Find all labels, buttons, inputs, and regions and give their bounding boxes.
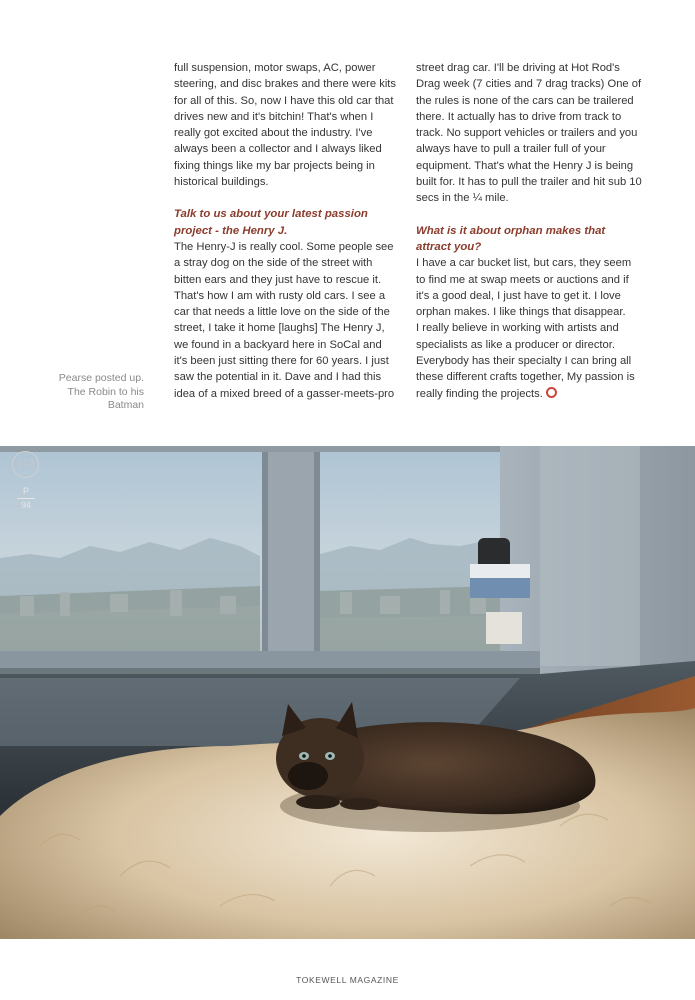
page-number (17, 486, 35, 511)
magazine-footer: TOKEWELL MAGAZINE (296, 975, 399, 985)
page-number-label: P (17, 486, 35, 499)
caption-line: Pearse posted up. (58, 372, 144, 384)
body-text: I really believe in working with artists and specialists as like a producer or director. Everybody has their specialty I can bring all these different crafts together, My passion is really finding the projects. (416, 322, 635, 400)
caption-line: The Robin to his (67, 385, 144, 398)
body-paragraph-final (416, 320, 642, 401)
interview-question: What is it about orphan makes that attract you? (416, 224, 606, 253)
page-number-value: 94 (20, 500, 31, 510)
caption-line: Batman (107, 399, 144, 411)
article-column-right (416, 60, 642, 402)
issue-number-badge: 013 (12, 451, 39, 478)
photo-caption (40, 372, 144, 413)
interview-question: Talk to us about your latest passion project - the Henry J. (174, 208, 368, 237)
body-paragraph: full suspension, motor swaps, AC, power steering, and disc brakes and there were kits for all of this. So, now I have this old car that drives new and it's bitchin! That's when I really got excited about the industry. I've always been a collector and I always liked fixing things like my bar projects being in historical buildings. (174, 62, 397, 189)
body-paragraph: The Henry-J is really cool. Some people see a stray dog on the side of the street with bitten ears and they just have to rescue it. That's how I am with rusty old cars. I see a car that needs a little love on the side of the street, I take it home [laughs] The Henry J, we found in a backyard here in SoCal and it's been just sitting there for 60 years. I just saw the potential in it. Dave and I had this idea of a mixed breed of a gasser-meets-pro (174, 240, 395, 400)
circle-end-mark-icon (546, 387, 557, 398)
body-paragraph: I have a car bucket list, but cars, they seem to find me at swap meets or auctions and if it's a good deal, I just have to get it. I love orphan makes. I like things that disappear. (416, 257, 632, 319)
article-column-left (174, 60, 398, 402)
cat-on-rug-photo (0, 446, 695, 939)
body-paragraph: street drag car. I'll be driving at Hot Rod's Drag week (7 cities and 7 drag tracks) One of the rules is none of the cars can be trailered there. It actually has to drive from track to track. No support vehicles or trailers and you always have to pull a trailer full of your equipment. That's what the Henry J is being built for. It has to pull the trailer and hit sub 10 secs in the ¼ mile. (416, 62, 642, 205)
